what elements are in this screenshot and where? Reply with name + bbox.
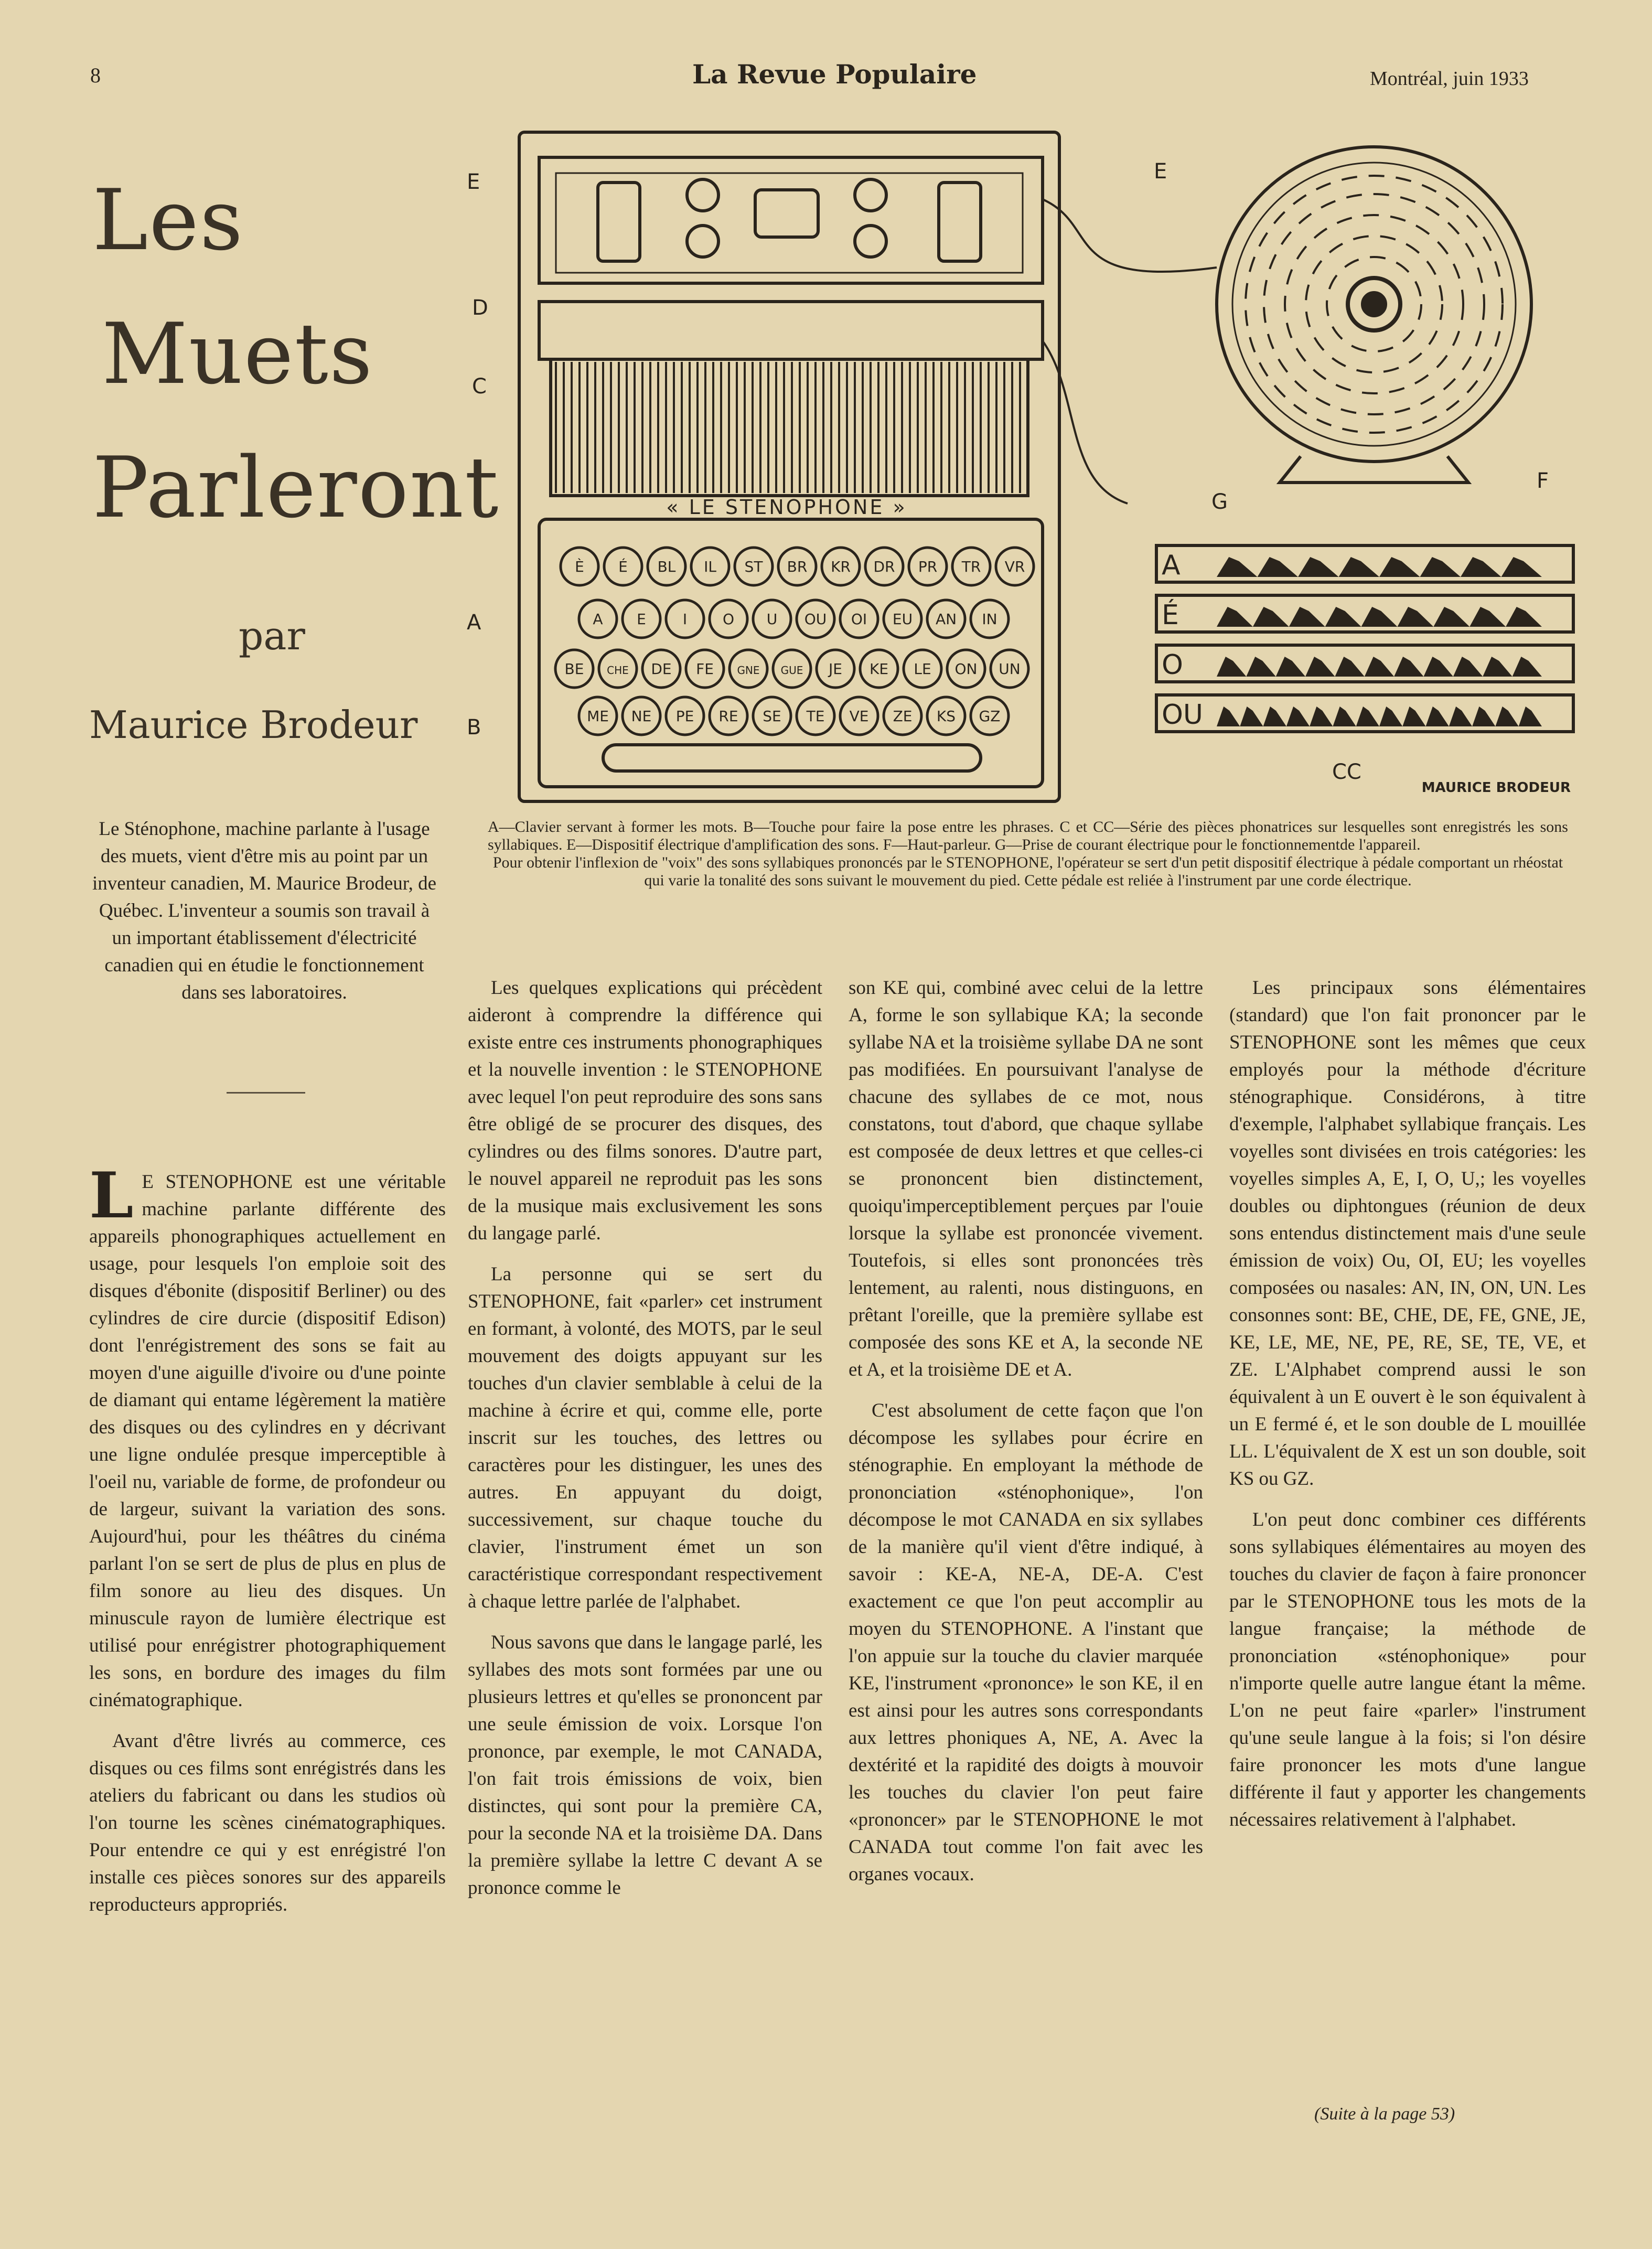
intro-paragraph: Le Sténophone, machine parlante à l'usage des muets, vient d'être mis au point par un inventeur canadien, M. Maurice Brodeur, de Québec. L'inventeur a soumis son travail à un important établissement d'électricité canadien qui en étudie le fonctionnement dans ses laboratoires. [92, 818, 437, 1003]
key-label: PE [675, 708, 694, 725]
title-line-1: Les [92, 171, 244, 269]
column-2 [468, 974, 822, 1902]
key-label: SE [763, 708, 781, 725]
stenophone-key [927, 697, 965, 735]
label-e-right: E [1154, 159, 1167, 184]
drop-cap: L [89, 1159, 134, 1233]
column-4 [1229, 974, 1586, 1834]
key-label: IL [704, 558, 716, 575]
knob-2 [687, 226, 718, 257]
stenophone-key [753, 697, 791, 735]
stenophone-illustration [467, 121, 1584, 802]
key-label: NE [631, 708, 652, 725]
key-label: ON [954, 660, 978, 678]
stenophone-key [691, 548, 729, 585]
col4-paragraph-1: Les principaux sons élémentaires (standard) que l'on fait prononcer par le STENOPHONE sont les mêmes que ceux employés pour la méthode d'écriture sténographique. Considérons, à titre d'exemple, l'alphabet syllabique français. Les voyelles sont divisées en trois catégories: les voyelles simples A, E, I, O, U,; les voyelles doubles ou diphtongues (réunion de deux sons entendus distinctement mais d'une seule émission de voix) Ou, OI, EU; les voyelles composées ou nasales: AN, IN, ON, UN. Les consonnes sont: BE, CHE, DE, FE, GNE, JE, KE, LE, ME, NE, PE, RE, SE, TE, VE, et ZE. L'Alphabet comprend aussi le son équivalent à un E ouvert è le son équivalent à un E fermé é, et le son double de L mouillée LL. L'équivalent de X est un son double, soit KS ou GZ. [1229, 977, 1586, 1490]
stenophone-key [822, 548, 860, 585]
key-label: KR [831, 558, 851, 575]
key-label: RE [718, 708, 738, 725]
author-name: Maurice Brodeur [89, 703, 418, 747]
key-label: BE [564, 660, 584, 678]
key-label: BL [657, 558, 676, 575]
sound-wave [1217, 557, 1542, 577]
col2-paragraph-1: Les quelques explications qui précèdent aideront à comprendre la différence qui existe entre ces instruments phonographiques et la nouvelle invention : le STENOPHONE avec lequel l'on peut reproduire des sons sans être obligé de se procurer des disques, des cylindres ou des films sonores. D'autre part, le nouvel appareil ne reproduit pas les sons de la musique mais exclusivement les sons du langage parlé. [468, 977, 822, 1244]
amplifier-tube-left [598, 183, 640, 261]
caption-legend: A—Clavier servant à former les mots. B—Touche pour faire la pose entre les phrases. C et CC—Série des pièces phonatrices sur lesquelles sont enregistrés les sons syllabiques. E—Dispositif électrique d'amplification des sons. F—Haut-parleur. G—Prise de courant électrique pour le fonctionnementde l'appareil. [488, 818, 1568, 853]
key-label: GNE [737, 664, 760, 677]
key-label: CHE [607, 664, 629, 677]
stenophone-key [947, 650, 985, 688]
stenophone-key [797, 600, 834, 638]
stenophone-key [561, 548, 598, 585]
key-label: OI [851, 611, 867, 628]
stenophone-key [623, 600, 660, 638]
key-label: VR [1004, 558, 1025, 575]
illustrator-signature: MAURICE BRODEUR [1421, 780, 1571, 796]
key-label: O [722, 611, 735, 628]
label-c: C [472, 374, 487, 399]
stenophone-key [884, 600, 921, 638]
byline-prefix: par [239, 614, 305, 659]
key-label: BR [787, 558, 808, 575]
knob-1 [687, 179, 718, 211]
key-label: E [637, 611, 646, 628]
key-label: OU [804, 611, 827, 628]
stenophone-key [735, 548, 773, 585]
stenophone-key [623, 697, 660, 735]
phonetic-comb [539, 302, 1043, 359]
stenophone-drawing [467, 121, 1584, 802]
key-label: É [618, 558, 628, 575]
stenophone-key [648, 548, 685, 585]
sound-strip-label: OU [1162, 699, 1203, 731]
stenophone-key [773, 650, 811, 688]
page-number: 8 [90, 63, 101, 87]
key-label: GUE [780, 664, 803, 677]
column-3 [849, 974, 1203, 1888]
col4-paragraph-2: L'on peut donc combiner ces différents sons syllabiques élémentaires au moyen des touches du clavier de façon à faire prononcer par le STENOPHONE tous les mots de la langue française; la méthode de prononciation «sténophonique» pour n'importe quelle autre langue étant la même. L'on ne peut faire «parler» l'instrument qu'une seule langue à la fois; si l'on désire faire prononcer les mots d'une langue différente il faut y apporter les changements nécessaires relativement à l'alphabet. [1229, 1509, 1586, 1830]
sound-strip-label: A [1162, 550, 1181, 581]
stenophone-key [991, 650, 1028, 688]
key-label: ST [744, 558, 763, 575]
key-label: VE [849, 708, 869, 725]
stenophone-key [904, 650, 941, 688]
stenophone-key [604, 548, 642, 585]
stenophone-key [817, 650, 854, 688]
col1-paragraph-1-text: E STENOPHONE est une véritable machine parlante différente des appareils phonographiques actuellement en usage, pour lesquels l'on emploie soit des disques d'ébonite (dispositif Berliner) ou des cylindres de cire durcie (dispositif Edison) dont l'enrégistrement des sons se fait au moyen d'une aiguille d'ivoire ou d'une pointe de diamant qui entame légèrement la matière des disques ou des cylindres en y décrivant une ligne ondulée presque imperceptible à l'oeil nu, variable de forme, de profondeur ou de largeur, suivant la variation des sons. Aujourd'hui, pour les théâtres du cinéma parlant l'on se sert de plus de plus en plus de film sonore au lieu des disques. Un minuscule rayon de lumière électrique est utilisé pour enrégistrer photographiquement les sons, en bordure des images du film cinématographique. [89, 1171, 446, 1711]
stenophone-key [642, 650, 680, 688]
journal-title: La Revue Populaire [692, 59, 977, 90]
title-line-3: Parleront [92, 438, 500, 537]
key-label: È [575, 558, 584, 575]
machine-label: « LE STENOPHONE » [666, 496, 907, 519]
sound-wave [1217, 657, 1542, 677]
stenophone-key [710, 697, 747, 735]
key-label: IN [982, 611, 997, 628]
stenophone-key [797, 697, 834, 735]
knob-4 [855, 226, 886, 257]
sound-strip-label: O [1162, 649, 1183, 681]
key-label: UN [999, 660, 1021, 678]
stenophone-key [865, 548, 903, 585]
stenophone-key [971, 697, 1009, 735]
label-g: G [1211, 490, 1228, 514]
stenophone-key [840, 600, 878, 638]
key-label: KE [869, 660, 889, 678]
article-title [89, 171, 500, 580]
key-label: JE [829, 660, 842, 678]
stenophone-key [884, 697, 921, 735]
title-line-2: Muets [102, 305, 373, 403]
stenophone-key [666, 697, 704, 735]
key-label: PR [918, 558, 938, 575]
knob-3 [855, 179, 886, 211]
continued-note: (Suite à la page 53) [1314, 2104, 1455, 2124]
sound-strip-label: É [1162, 599, 1179, 631]
issue-date: Montréal, juin 1933 [1370, 68, 1529, 90]
stenophone-key [579, 600, 617, 638]
col3-paragraph-2: C'est absolument de cette façon que l'on décompose les syllabes pour écrire en sténographie. En employant la méthode de prononciation «sténophonique», l'on décompose le mot CANADA en six syllabes de la manière qu'il vient d'être indiqué, à savoir : KE-A, NE-A, DE-A. C'est exactement ce que l'on peut accomplir au moyen du STENOPHONE. A l'instant que l'on appuie sur la touche du clavier marquée KE, l'instrument «prononce» le son KE, il en est ainsi pour les autres sons correspondants aux lettres phoniques A, NE, A. Avec la dextérité et la rapidité des doigts à mouvoir les touches du clavier l'on peut faire «prononcer» par le STENOPHONE le mot CANADA tout comme l'on fait avec les organes vocaux. [849, 1400, 1203, 1885]
col1-paragraph-1 [89, 1159, 446, 1714]
caption-note: Pour obtenir l'inflexion de "voix" des sons syllabiques prononcés par le STENOPHONE, l'opérateur se sert d'un petit dispositif électrique à pédale comportant un rhéostat qui varie la tonalité des sons suivant le mouvement du pied. Cette pédale est reliée à l'instrument par une corde électrique. [492, 854, 1563, 889]
stenophone-key [860, 650, 898, 688]
key-label: FE [696, 660, 714, 678]
key-label: U [766, 611, 778, 628]
column-1 [89, 1159, 446, 1919]
stenophone-key [579, 697, 617, 735]
label-e-left: E [467, 170, 480, 194]
key-label: ME [587, 708, 609, 725]
col1-paragraph-2: Avant d'être livrés au commerce, ces disques ou ces films sont enrégistrés dans les ateliers du fabricant ou dans les studios où l'on tourne les scènes cinématographiques. Pour entendre ce qui y est enrégistré l'on installe ces pièces sonores sur des appareils reproducteurs appropriés. [89, 1730, 446, 1915]
key-label: EU [892, 611, 913, 628]
stenophone-key [753, 600, 791, 638]
stenophone-key [730, 650, 767, 688]
key-label: KS [936, 708, 956, 725]
transformer [755, 190, 818, 237]
stenophone-key [666, 600, 704, 638]
key-label: AN [935, 611, 957, 628]
stenophone-key [710, 600, 747, 638]
intro-divider [227, 1092, 305, 1094]
amplifier-panel [539, 157, 1043, 283]
key-label: LE [914, 660, 931, 678]
col2-paragraph-3: Nous savons que dans le langage parlé, les syllabes des mots sont formées par une ou plusieurs lettres et qu'elles se prononcent par une seule émission de voix. Lorsque l'on prononce, par exemple, le mot CANADA, l'on fait trois émissions de voix, bien distinctes, qui sont pour la première CA, pour la seconde NA et la troisième DA. Dans la première syllabe la lettre C devant A se prononce comme le [468, 1632, 822, 1899]
col2-paragraph-2: La personne qui se sert du STENOPHONE, fait «parler» cet instrument en formant, à volonté, des MOTS, par le seul mouvement des doigts appuyant sur les touches d'un clavier semblable à celui de la machine à écrire et qui, comme elle, porte inscrit sur les touches, des lettres ou caractères pour les distinguer, les unes des autres. En appuyant du doigt, successivement, sur chaque touche du clavier, l'instrument émet un son caractéristique correspondant respectivement à chaque lettre parlée de l'alphabet. [468, 1263, 822, 1612]
col3-paragraph-1: son KE qui, combiné avec celui de la lettre A, forme le son syllabique KA; la seconde syllabe NA et la troisième syllabe DA ne sont pas modifiées. En poursuivant l'analyse de chacune des syllabes de ce mot, nous constatons, tout d'abord, que chaque syllabe est composée de deux lettres et que celles-ci se prononcent bien distinctement, quoiqu'imperceptiblement perçues par l'ouie lorsque la syllabe est prononcée vivement. Toutefois, si elles sont prononcées très lentement, au ralenti, nous distinguons, en prêtant l'oreille, que la première syllabe est composée des sons KE et A, la seconde NE et A, et la troisième DE et A. [849, 977, 1203, 1380]
label-a: A [467, 611, 481, 635]
figure-caption [488, 818, 1568, 890]
sound-wave [1217, 706, 1542, 726]
stenophone-key [778, 548, 816, 585]
key-label: ZE [893, 708, 913, 725]
stenophone-key [927, 600, 965, 638]
key-label: TR [961, 558, 981, 575]
stenophone-key [599, 650, 637, 688]
key-label: A [593, 611, 603, 628]
key-label: GZ [979, 708, 1001, 725]
label-d: D [472, 296, 488, 320]
space-bar [603, 745, 981, 771]
amplifier-tube-right [939, 183, 981, 261]
key-label: I [682, 611, 688, 628]
key-label: DR [873, 558, 895, 575]
stenophone-key [555, 650, 593, 688]
stenophone-key [952, 548, 990, 585]
stenophone-key [996, 548, 1034, 585]
sound-wave [1217, 607, 1542, 627]
label-cc: CC [1332, 760, 1361, 784]
stenophone-key [971, 600, 1009, 638]
stenophone-key [686, 650, 724, 688]
key-label: DE [651, 660, 672, 678]
label-b: B [467, 715, 481, 740]
label-f: F [1537, 469, 1549, 493]
key-label: TE [806, 708, 825, 725]
stenophone-key [909, 548, 947, 585]
stenophone-key [840, 697, 878, 735]
